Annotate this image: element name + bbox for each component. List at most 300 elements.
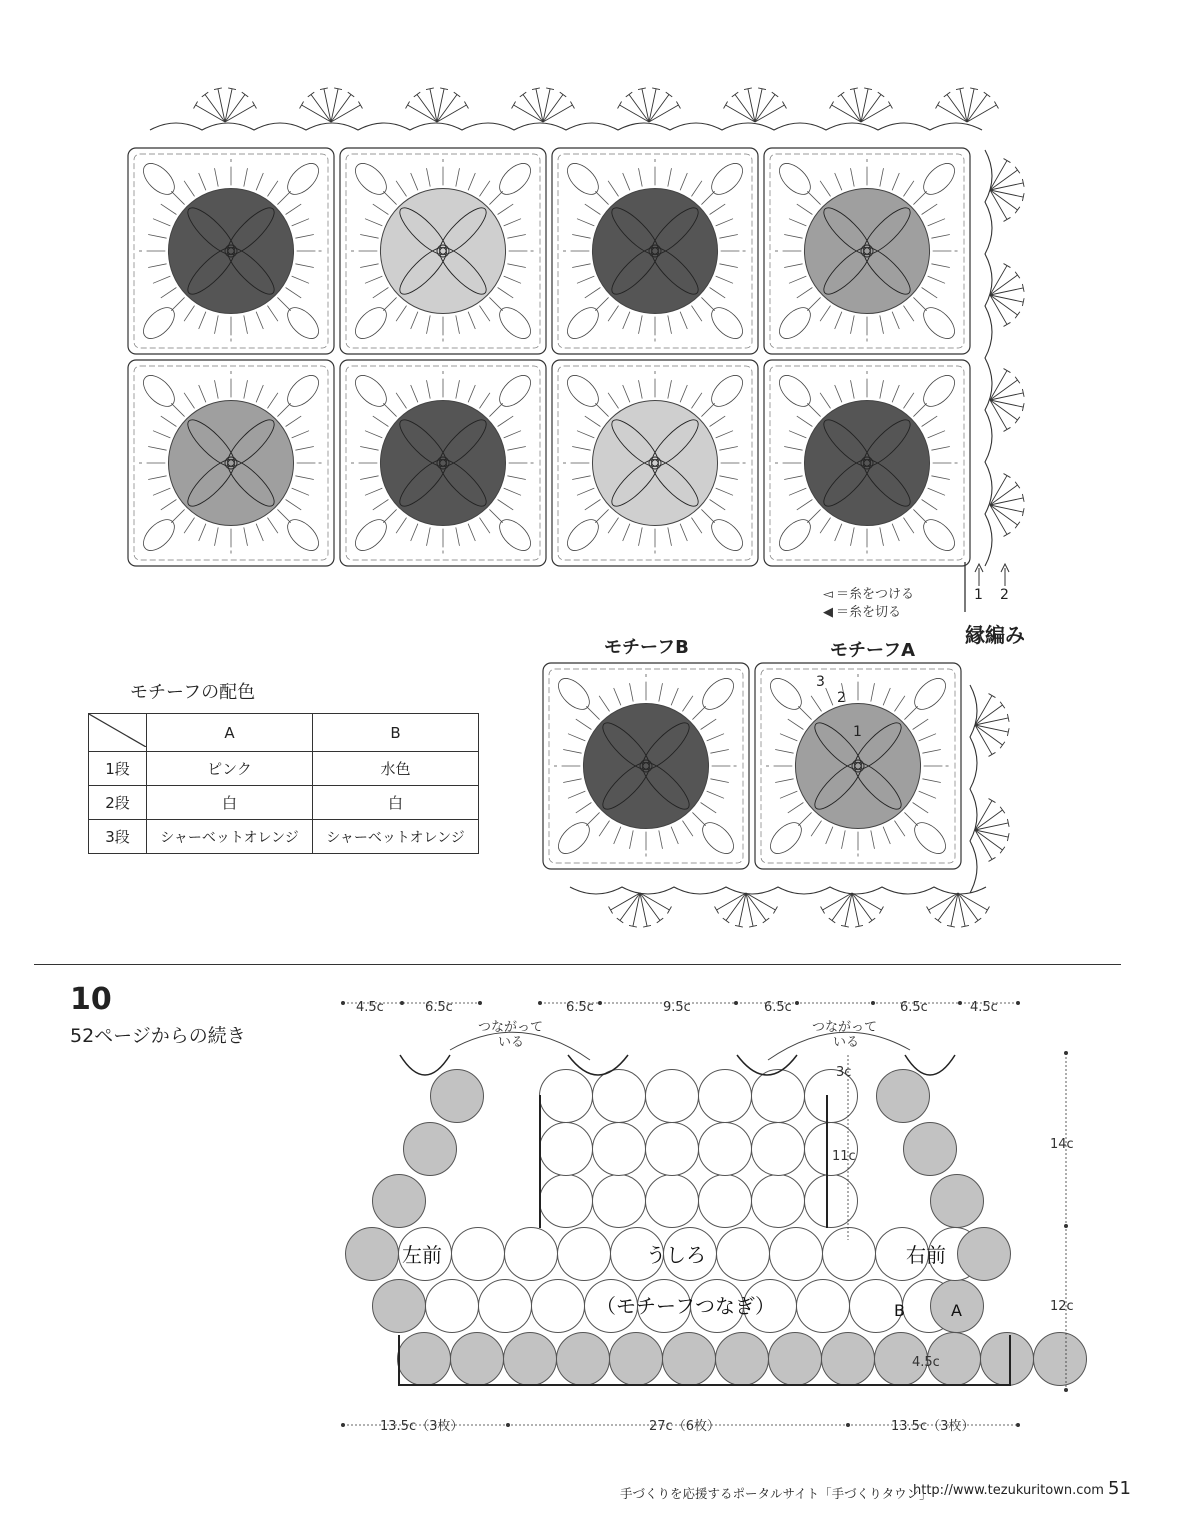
dimension-point xyxy=(734,1001,738,1005)
fan-stitch xyxy=(990,400,1007,429)
fan-cap xyxy=(618,102,622,109)
stitch-mark xyxy=(623,312,630,329)
section-divider xyxy=(34,964,1121,965)
edging-fan xyxy=(406,88,469,122)
stitch-mark xyxy=(365,219,382,226)
fan-stitch xyxy=(823,893,852,910)
stitch-mark xyxy=(599,821,609,837)
fan-cap xyxy=(414,92,420,97)
fan-stitch xyxy=(967,105,996,122)
fan-cap xyxy=(406,102,410,109)
motif-center-fill xyxy=(795,703,920,828)
connected-label: いる xyxy=(498,1035,525,1050)
stitch-mark xyxy=(489,403,502,416)
fan-cap xyxy=(1000,702,1005,708)
stitch-mark xyxy=(630,683,634,701)
fan-stitch xyxy=(196,105,225,122)
fan-cap xyxy=(773,907,777,914)
fan-cap xyxy=(1004,532,1011,536)
stitch-mark xyxy=(710,416,726,426)
edging-row-1: 1 xyxy=(974,587,983,603)
stitch-mark xyxy=(798,706,811,719)
stitch-mark xyxy=(716,276,733,283)
motif-circle xyxy=(558,1228,611,1281)
fan-cap xyxy=(252,102,256,109)
motif-circle xyxy=(610,1333,663,1386)
motif-center-fill xyxy=(804,400,929,525)
edging-fan xyxy=(512,88,575,122)
fan-cap xyxy=(1015,207,1020,213)
motif-circle xyxy=(805,1175,858,1228)
fan-stitch xyxy=(832,105,861,122)
stitch-mark xyxy=(292,488,309,495)
stitch-mark xyxy=(913,297,926,310)
stitch-mark xyxy=(913,191,926,204)
stitch-mark xyxy=(504,431,521,438)
fan-cap xyxy=(829,918,835,923)
fan-cap xyxy=(1000,847,1005,853)
stitch-mark xyxy=(851,315,855,333)
stitch-mark xyxy=(360,447,378,451)
cut-yarn-icon: ◀ xyxy=(823,605,833,620)
dimension-point xyxy=(341,1001,345,1005)
stitch-mark xyxy=(789,488,806,495)
stitch-mark xyxy=(608,306,618,322)
stitch-mark xyxy=(842,830,846,848)
stitch-mark xyxy=(360,476,378,480)
stitch-mark xyxy=(691,393,701,409)
stitch-mark xyxy=(456,168,460,186)
stitch-mark xyxy=(903,306,913,322)
stitch-mark xyxy=(595,509,608,522)
stitch-mark xyxy=(835,385,842,402)
motif-circle xyxy=(716,1333,769,1386)
stitch-mark xyxy=(668,527,672,545)
column-header-a: A xyxy=(147,714,313,752)
fan-stitch xyxy=(620,105,649,122)
column-header-b: B xyxy=(313,714,479,752)
stitch-mark xyxy=(851,380,855,398)
motif-circle xyxy=(931,1175,984,1228)
stitch-mark xyxy=(507,447,525,451)
stitch-mark xyxy=(153,219,170,226)
dimension-point xyxy=(1016,1423,1020,1427)
stitch-mark xyxy=(396,181,406,197)
stitch-mark xyxy=(411,312,418,329)
stitch-mark xyxy=(784,264,802,268)
fan-stitch xyxy=(649,105,678,122)
dimension-point xyxy=(795,1001,799,1005)
motif-circle xyxy=(752,1123,805,1176)
dimension-point xyxy=(1064,1388,1068,1392)
motif-circle xyxy=(646,1070,699,1123)
dimension-point xyxy=(846,1423,850,1427)
fan-cap xyxy=(1015,312,1020,318)
stitch-mark xyxy=(148,447,166,451)
stitch-mark xyxy=(256,385,263,402)
motif-center-fill xyxy=(592,400,717,525)
motif-circle xyxy=(532,1280,585,1333)
table-cell: ピンク xyxy=(147,752,313,786)
stitch-mark xyxy=(199,385,206,402)
fan-cap xyxy=(1015,482,1020,488)
motif-circle xyxy=(699,1123,752,1176)
fan-cap xyxy=(944,92,950,97)
stitch-mark xyxy=(797,416,813,426)
stitch-mark xyxy=(456,380,460,398)
table-corner xyxy=(89,714,147,752)
fan-cap xyxy=(617,918,623,923)
motif-circle xyxy=(505,1228,558,1281)
fan-stitch xyxy=(958,893,987,910)
stitch-mark xyxy=(691,181,701,197)
stitch-mark xyxy=(608,181,618,197)
motif-circle xyxy=(593,1070,646,1123)
stitch-mark xyxy=(295,235,313,239)
stitch-mark xyxy=(498,287,514,297)
stitch-mark xyxy=(892,524,899,541)
motif-circles xyxy=(346,1070,1087,1386)
stitch-mark xyxy=(171,403,184,416)
dimension-point xyxy=(1016,1001,1020,1005)
stitch-mark xyxy=(922,287,938,297)
stitch-mark xyxy=(680,312,687,329)
fan-stitch xyxy=(543,105,572,122)
label-b: B xyxy=(894,1301,905,1320)
fan-cap xyxy=(994,102,998,109)
motif-circle xyxy=(540,1123,593,1176)
dim-label: 11c xyxy=(832,1149,856,1164)
stitch-mark xyxy=(716,488,733,495)
dim-label: 6.5c xyxy=(566,1000,594,1015)
edging-fan xyxy=(821,893,884,927)
stitch-mark xyxy=(585,499,601,509)
stitch-mark xyxy=(913,802,929,812)
stitch-mark xyxy=(468,524,475,541)
fan-cap xyxy=(838,92,844,97)
stitch-mark xyxy=(883,827,890,844)
fan-cap xyxy=(1015,272,1020,278)
motif-circle xyxy=(904,1123,957,1176)
stitch-mark xyxy=(701,509,714,522)
stitch-mark xyxy=(668,380,672,398)
stitch-mark xyxy=(595,297,608,310)
stitch-mark xyxy=(903,393,913,409)
fan-cap xyxy=(715,907,719,914)
page-number: 51 xyxy=(1108,1478,1131,1499)
stitch-mark xyxy=(931,235,949,239)
stitch-mark xyxy=(199,524,206,541)
round-3-number: 3 xyxy=(816,674,825,690)
table-row xyxy=(89,820,479,854)
stitch-mark xyxy=(585,287,601,297)
fan-cap xyxy=(985,907,989,914)
motif-circle xyxy=(981,1333,1034,1386)
motif-circle xyxy=(593,1123,646,1176)
stitch-mark xyxy=(692,812,705,825)
fan-stitch xyxy=(861,105,890,122)
stitch-mark xyxy=(614,827,621,844)
stitch-mark xyxy=(788,719,804,729)
edging-chain xyxy=(970,685,977,893)
fan-stitch xyxy=(726,105,755,122)
fan-cap xyxy=(989,799,996,803)
legend-cut-text: ＝糸を切る xyxy=(836,605,902,620)
fan-stitch xyxy=(990,505,1007,534)
fan-cap xyxy=(348,92,354,97)
stitch-mark xyxy=(267,181,277,197)
row-header: 1段 xyxy=(89,752,147,786)
dim-label: 4.5c xyxy=(912,1355,940,1370)
fan-cap xyxy=(1004,217,1011,221)
dim-label: 3c xyxy=(836,1065,852,1080)
motif-circle xyxy=(373,1280,426,1333)
motif-center-fill xyxy=(592,188,717,313)
stitch-mark xyxy=(692,706,705,719)
stitch-mark xyxy=(577,219,594,226)
stitch-mark xyxy=(256,312,263,329)
fan-cap xyxy=(1015,417,1020,423)
fan-cap xyxy=(300,102,304,109)
stitch-mark xyxy=(880,315,884,333)
footer-text: 手づくりを応援するポータルサイト「手づくりタウン」 xyxy=(620,1486,932,1501)
fan-stitch xyxy=(975,696,992,725)
stitch-mark xyxy=(576,802,592,812)
fan-cap xyxy=(989,752,996,756)
fan-cap xyxy=(821,907,825,914)
stitch-mark xyxy=(568,734,585,741)
stitch-mark xyxy=(360,235,378,239)
fan-stitch xyxy=(990,476,1007,505)
stitch-mark xyxy=(691,518,701,534)
motif-circle xyxy=(699,1175,752,1228)
stitch-mark xyxy=(671,827,678,844)
motif-circle xyxy=(426,1280,479,1333)
fan-stitch xyxy=(408,105,437,122)
fan-cap xyxy=(732,92,738,97)
stitch-mark xyxy=(719,235,737,239)
stitch-mark xyxy=(892,385,899,402)
stitch-mark xyxy=(851,527,855,545)
stitch-mark xyxy=(691,306,701,322)
fan-stitch xyxy=(717,893,746,910)
legend-attach xyxy=(820,583,914,602)
stitch-mark xyxy=(623,173,630,190)
motif-circle xyxy=(770,1228,823,1281)
stitch-mark xyxy=(489,509,502,522)
back-label: うしろ xyxy=(646,1243,706,1267)
stitch-mark xyxy=(928,219,945,226)
fan-cap xyxy=(657,918,663,923)
fan-cap xyxy=(194,102,198,109)
stitch-mark xyxy=(161,499,177,509)
fan-stitch xyxy=(975,830,992,859)
stitch-mark xyxy=(148,476,166,480)
dimension-point xyxy=(1064,1051,1068,1055)
stitch-mark xyxy=(148,264,166,268)
stitch-mark xyxy=(775,750,793,754)
stitch-mark xyxy=(383,191,396,204)
fan-cap xyxy=(723,918,729,923)
stitch-mark xyxy=(171,297,184,310)
stitch-mark xyxy=(256,173,263,190)
stitch-mark xyxy=(360,264,378,268)
stitch-mark xyxy=(710,779,728,783)
stitch-mark xyxy=(586,812,599,825)
motif-circle xyxy=(557,1333,610,1386)
motif-center-fill xyxy=(380,400,505,525)
stitch-mark xyxy=(396,306,406,322)
stitch-mark xyxy=(820,306,830,322)
stitch-mark xyxy=(894,821,904,837)
stitch-mark xyxy=(396,518,406,534)
stitch-mark xyxy=(295,447,313,451)
stitch-mark xyxy=(701,297,714,310)
motif-circle xyxy=(769,1333,822,1386)
stitch-mark xyxy=(701,191,714,204)
stitch-mark xyxy=(797,499,813,509)
dimension-point xyxy=(400,1001,404,1005)
color-table-title: モチーフの配色 xyxy=(130,682,256,703)
stitch-mark xyxy=(608,393,618,409)
stitch-mark xyxy=(710,750,728,754)
crochet-motif xyxy=(552,148,758,354)
connected-label: つながって xyxy=(478,1020,544,1035)
fan-cap xyxy=(454,92,460,97)
fan-cap xyxy=(626,92,632,97)
edging-fan xyxy=(975,799,1009,862)
fan-stitch xyxy=(225,105,254,122)
motif-circle xyxy=(958,1228,1011,1281)
stitch-mark xyxy=(184,518,194,534)
fan-cap xyxy=(830,102,834,109)
stitch-mark xyxy=(701,403,714,416)
stitch-mark xyxy=(784,476,802,480)
stitch-mark xyxy=(507,235,525,239)
stitch-mark xyxy=(680,173,687,190)
stitch-mark xyxy=(811,821,821,837)
edging-row-arrows xyxy=(955,560,1025,612)
stitch-mark xyxy=(922,750,940,754)
stitch-mark xyxy=(498,416,514,426)
stitch-mark xyxy=(244,380,248,398)
dim-label: 6.5c xyxy=(764,1000,792,1015)
stitch-mark xyxy=(577,488,594,495)
stitch-mark xyxy=(931,476,949,480)
stitch-mark xyxy=(919,734,936,741)
dim-label: 4.5c xyxy=(356,1000,384,1015)
stitch-mark xyxy=(892,312,899,329)
stitch-mark xyxy=(719,264,737,268)
stitch-mark xyxy=(277,297,290,310)
stitch-mark xyxy=(784,447,802,451)
fan-cap xyxy=(1015,377,1020,383)
stitch-mark xyxy=(373,204,389,214)
table-row xyxy=(89,752,479,786)
stitch-mark xyxy=(659,830,663,848)
motif-circle xyxy=(822,1333,875,1386)
edging-row-2: 2 xyxy=(1000,587,1009,603)
stitch-mark xyxy=(286,416,302,426)
stitch-mark xyxy=(244,168,248,186)
stitch-mark xyxy=(267,518,277,534)
table-cell: 白 xyxy=(313,786,479,820)
stitch-mark xyxy=(456,315,460,333)
fan-cap xyxy=(242,92,248,97)
stitch-mark xyxy=(373,499,389,509)
fan-cap xyxy=(676,102,680,109)
stitch-mark xyxy=(922,779,940,783)
fan-cap xyxy=(888,102,892,109)
connected-label: いる xyxy=(833,1035,860,1050)
stitch-mark xyxy=(630,830,634,848)
motif-circle xyxy=(593,1175,646,1228)
motif-pair xyxy=(543,663,961,869)
stitch-mark xyxy=(292,276,309,283)
stitch-mark xyxy=(292,431,309,438)
stitch-mark xyxy=(365,431,382,438)
stitch-mark xyxy=(498,499,514,509)
dim-label: 9.5c xyxy=(663,1000,691,1015)
stitch-mark xyxy=(215,380,219,398)
motif-circle xyxy=(752,1070,805,1123)
stitch-mark xyxy=(184,181,194,197)
right-edging-scallops xyxy=(985,150,1024,566)
stitch-mark xyxy=(171,191,184,204)
fan-cap xyxy=(878,92,884,97)
motif-center-fill xyxy=(804,188,929,313)
motif-circle xyxy=(540,1175,593,1228)
stitch-mark xyxy=(396,393,406,409)
fan-stitch xyxy=(755,105,784,122)
edging-fan xyxy=(618,88,681,122)
motif-circle xyxy=(504,1333,557,1386)
fan-cap xyxy=(512,102,516,109)
stitch-mark xyxy=(623,385,630,402)
row-header: 3段 xyxy=(89,820,147,854)
stitch-mark xyxy=(595,191,608,204)
motif-circle xyxy=(452,1228,505,1281)
stitch-mark xyxy=(199,173,206,190)
dim-label: 27c（6枚） xyxy=(649,1419,720,1434)
stitch-mark xyxy=(922,499,938,509)
motif-center-fill xyxy=(380,188,505,313)
stitch-mark xyxy=(880,380,884,398)
legend-cut xyxy=(820,601,901,620)
dimension-point xyxy=(538,1001,542,1005)
stitch-mark xyxy=(671,688,678,705)
edging-fan xyxy=(975,694,1009,757)
stitch-mark xyxy=(148,235,166,239)
footer-link[interactable]: http://www.tezukuritown.com xyxy=(913,1483,1104,1498)
crochet-chart-main xyxy=(110,70,1070,580)
fan-cap xyxy=(1004,264,1011,268)
fan-cap xyxy=(772,92,778,97)
stitch-mark xyxy=(427,527,431,545)
stitch-mark xyxy=(851,168,855,186)
connected-label: つながって xyxy=(812,1020,878,1035)
stitch-mark xyxy=(383,403,396,416)
stitch-mark xyxy=(922,416,938,426)
stitch-mark xyxy=(780,734,797,741)
stitch-mark xyxy=(701,719,717,729)
crochet-motif xyxy=(543,663,749,869)
stitch-mark xyxy=(599,696,609,712)
stitch-mark xyxy=(286,204,302,214)
stitch-mark xyxy=(780,791,797,798)
crochet-motif xyxy=(764,148,970,354)
fan-stitch xyxy=(990,371,1007,400)
